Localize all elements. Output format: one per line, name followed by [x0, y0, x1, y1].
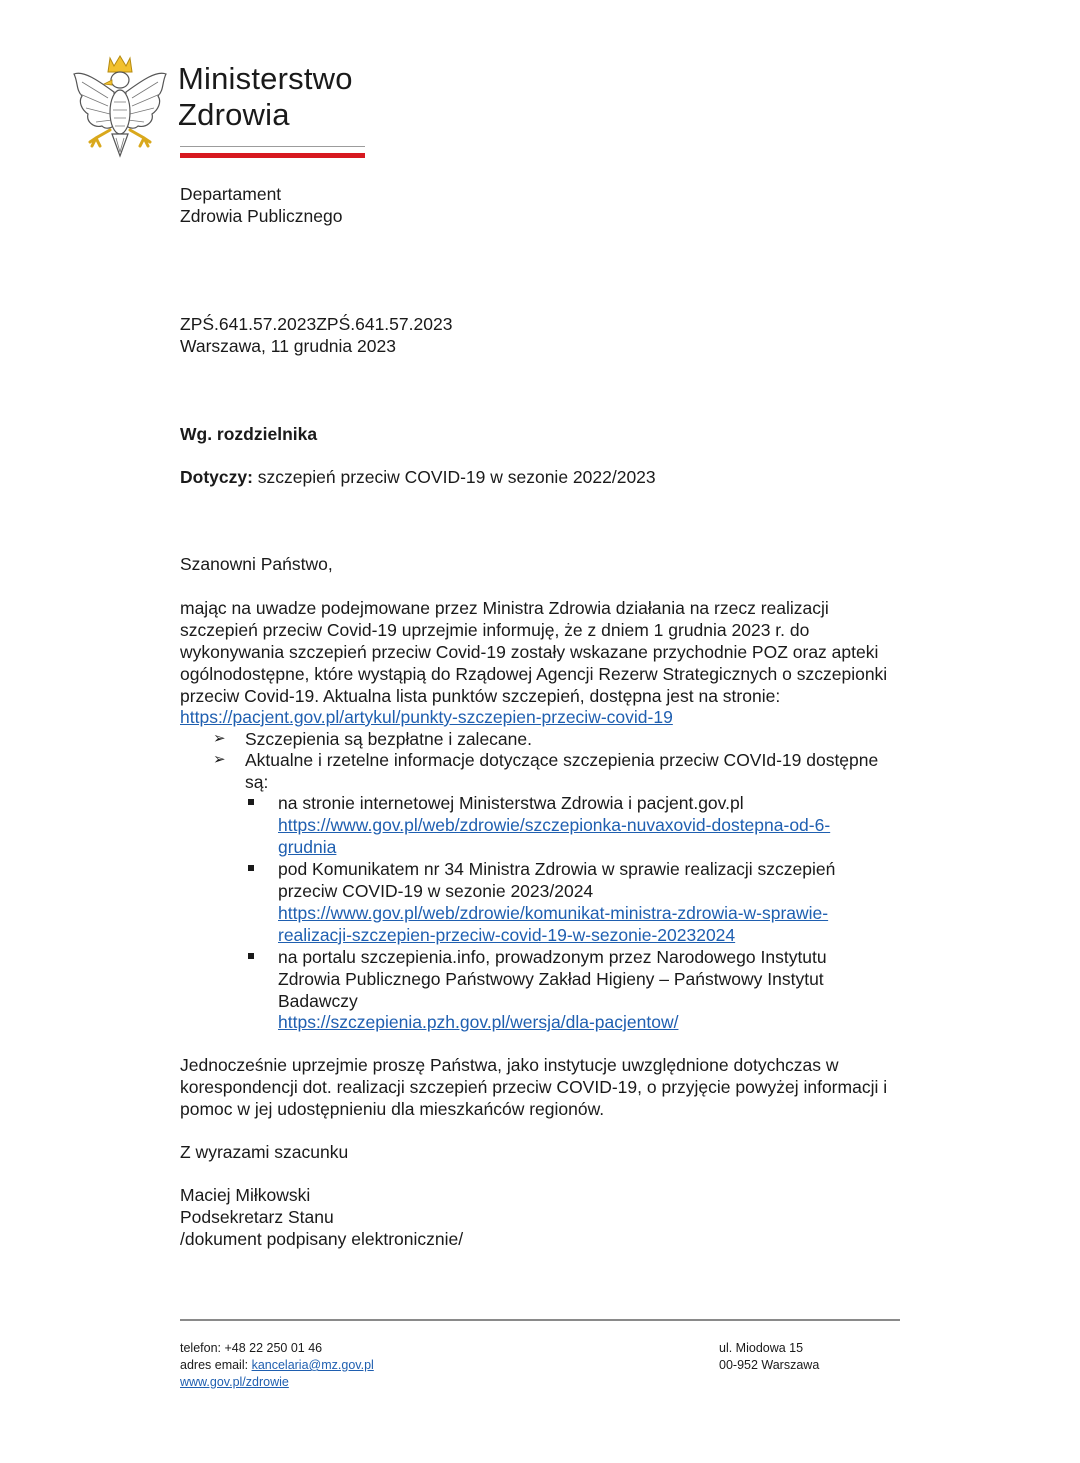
square-bullet-icon [248, 953, 254, 959]
intro-line: ogólnodostępne, które wystąpią do Rządowej Agencji Rezerw Strategicznych o szczepionki [180, 664, 888, 684]
footer-city: 00-952 Warszawa [719, 1358, 820, 1372]
footer-email-label: adres email: [180, 1358, 252, 1372]
header-gray-rule [180, 146, 365, 147]
footer-website-link[interactable]: www.gov.pl/zdrowie [180, 1375, 289, 1389]
arrow-item-info: są: [245, 772, 269, 792]
arrow-bullet-icon: ➢ [213, 751, 226, 768]
intro-line: przeciw Covid-19. Aktualna lista punktów szczepień, dostępna jest na stronie: [180, 686, 781, 706]
nuvaxovid-link[interactable]: https://www.gov.pl/web/zdrowie/szczepionka-nuvaxovid-dostepna-od-6- [278, 815, 831, 835]
nuvaxovid-link[interactable]: grudnia [278, 837, 337, 857]
signature-note: /dokument podpisany elektronicznie/ [180, 1229, 464, 1249]
footer-phone: telefon: +48 22 250 01 46 [180, 1341, 323, 1355]
sub-item-text: Badawczy [278, 991, 358, 1011]
department-line2: Zdrowia Publicznego [180, 206, 343, 226]
ministry-name-line2: Zdrowia [178, 97, 290, 132]
footer-email-line [180, 1357, 374, 1374]
polish-eagle-emblem-icon [70, 52, 170, 160]
sub-item-text: Zdrowia Publicznego Państwowy Zakład Higieny – Państwowy Instytut [278, 969, 824, 989]
regards: Z wyrazami szacunku [180, 1142, 349, 1162]
salutation: Szanowni Państwo, [180, 554, 333, 574]
intro-line: mając na uwadze podejmowane przez Ministra Zdrowia działania na rzecz realizacji [180, 598, 829, 618]
reference-number: ZPŚ.641.57.2023ZPŚ.641.57.2023 [180, 314, 453, 334]
square-bullet-icon [248, 799, 254, 805]
footer-divider [180, 1319, 900, 1321]
signer-title: Podsekretarz Stanu [180, 1207, 334, 1227]
header-red-rule [180, 153, 365, 158]
footer-street: ul. Miodowa 15 [719, 1341, 804, 1355]
subject-line [180, 466, 656, 488]
signer-name: Maciej Miłkowski [180, 1185, 311, 1205]
arrow-item-info: Aktualne i rzetelne informacje dotyczące szczepienia przeciw COVId-19 dostępne [245, 750, 879, 770]
ministry-name-line1: Ministerstwo [178, 61, 353, 96]
closing-line: korespondencji dot. realizacji szczepień przeciw COVID-19, o przyjęcie powyżej informacji i [180, 1077, 888, 1097]
sub-item-text: na stronie internetowej Ministerstwa Zdrowia i pacjent.gov.pl [278, 793, 744, 813]
department-line1: Departament [180, 184, 282, 204]
pzh-link[interactable]: https://szczepienia.pzh.gov.pl/wersja/dla-pacjentow/ [278, 1012, 679, 1032]
sub-item-text: na portalu szczepienia.info, prowadzonym przez Narodowego Instytutu [278, 947, 827, 967]
komunikat-link[interactable]: https://www.gov.pl/web/zdrowie/komunikat-ministra-zdrowia-w-sprawie- [278, 903, 829, 923]
footer-email-link[interactable]: kancelaria@mz.gov.pl [251, 1358, 374, 1372]
square-bullet-icon [248, 865, 254, 871]
closing-line: pomoc w jej udostępnieniu dla mieszkańców regionów. [180, 1099, 605, 1119]
komunikat-link[interactable]: realizacji-szczepien-przeciw-covid-19-w-sezonie-20232024 [278, 925, 736, 945]
closing-line: Jednocześnie uprzejmie proszę Państwa, jako instytucje uwzględnione dotychczas w [180, 1055, 839, 1075]
sub-item-text: przeciw COVID-19 w sezonie 2023/2024 [278, 881, 594, 901]
arrow-item-free: Szczepienia są bezpłatne i zalecane. [245, 729, 532, 749]
punkty-szczepien-link[interactable]: https://pacjent.gov.pl/artykul/punkty-szczepien-przeciw-covid-19 [180, 707, 673, 727]
subject-text: szczepień przeciw COVID-19 w sezonie 2022/2023 [252, 467, 656, 487]
intro-line: szczepień przeciw Covid-19 uprzejmie informuję, że z dniem 1 grudnia 2023 r. do [180, 620, 810, 640]
recipient: Wg. rozdzielnika [180, 424, 318, 444]
place-date: Warszawa, 11 grudnia 2023 [180, 336, 396, 356]
subject-label: Dotyczy: [180, 467, 253, 487]
sub-item-text: pod Komunikatem nr 34 Ministra Zdrowia w sprawie realizacji szczepień [278, 859, 836, 879]
intro-line: wykonywania szczepień przeciw Covid-19 zostały wskazane przychodnie POZ oraz apteki [180, 642, 879, 662]
arrow-bullet-icon: ➢ [213, 730, 226, 747]
